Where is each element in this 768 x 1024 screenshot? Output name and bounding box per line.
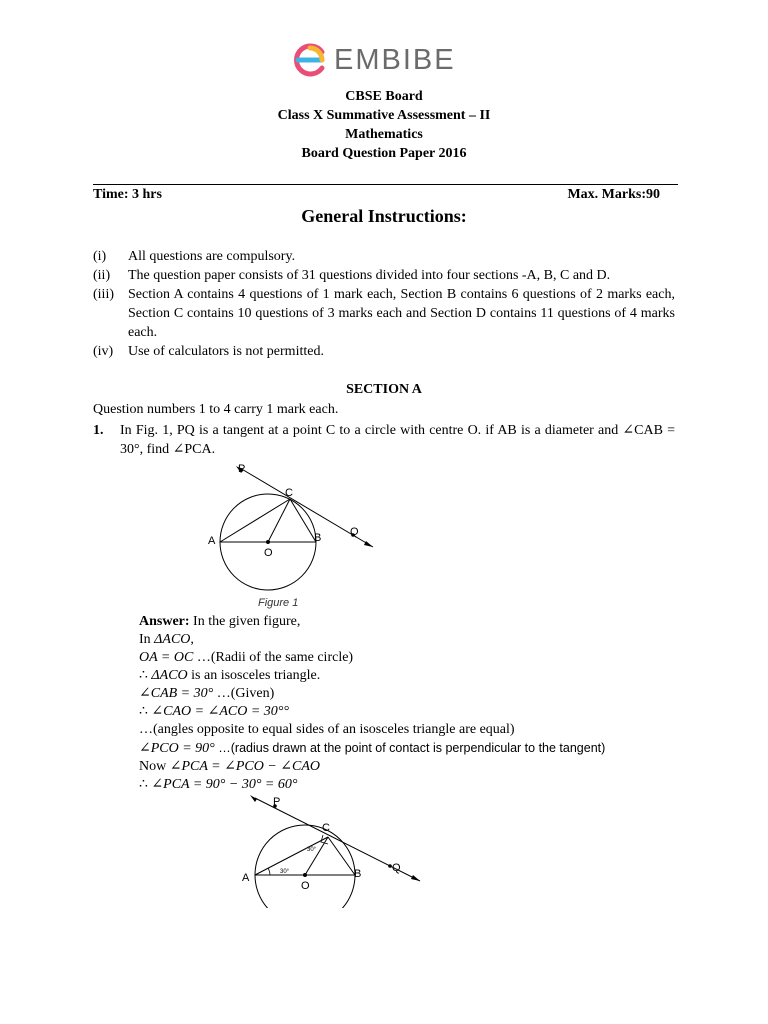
answer-math: ∠PCA = ∠PCO − ∠CAO — [169, 759, 321, 774]
label-o: O — [264, 547, 273, 559]
figure-1 — [195, 455, 395, 595]
circle — [255, 825, 355, 908]
class-title: Class X Summative Assessment – II — [277, 108, 491, 123]
answer-line — [139, 776, 699, 794]
answer-line — [139, 649, 699, 667]
instruction-text: The question paper consists of 31 questions divided into four sections -A, B, C and D. — [128, 268, 611, 283]
answer-line — [139, 703, 699, 721]
instruction-number: (iv) — [93, 344, 114, 359]
answer-line — [139, 758, 699, 776]
answer-math: OA = OC — [139, 650, 194, 665]
label-o: O — [301, 880, 310, 892]
board-title: CBSE Board — [345, 89, 423, 104]
max-marks-label: Max. Marks:90 — [567, 187, 660, 202]
question-number: 1. — [93, 423, 104, 438]
label-a: A — [242, 872, 250, 884]
instruction-item — [93, 342, 675, 361]
instruction-text: Section A contains 4 questions of 1 mark each, Section B contains 6 questions of 2 marks each, Section C contains 10 questions of 3 marks each and Section D contains 11 questions of 4 marks each. — [128, 287, 675, 340]
label-p: P — [273, 796, 281, 808]
centre-point — [303, 873, 307, 877]
answer-text: ∴ — [139, 704, 152, 719]
figure-2 — [230, 793, 430, 908]
answer-text: is an isosceles triangle. — [187, 668, 321, 683]
answer-block — [139, 613, 699, 794]
answer-math: ΔACO — [154, 632, 191, 647]
title-block — [0, 87, 768, 163]
answer-label: Answer: — [139, 614, 190, 629]
answer-text: …(radius drawn at the point of contact is perpendicular to the tangent) — [214, 741, 606, 755]
subject-title: Mathematics — [345, 127, 423, 142]
instruction-number: (i) — [93, 249, 107, 264]
paper-title: Board Question Paper 2016 — [301, 146, 467, 161]
angle-label-c: 30° — [307, 847, 317, 853]
answer-text: …(Radii of the same circle) — [193, 650, 354, 665]
label-b: B — [314, 532, 322, 544]
answer-line — [139, 667, 699, 685]
answer-line — [139, 631, 699, 649]
instruction-item — [93, 247, 675, 266]
instructions-list — [93, 247, 675, 361]
instruction-text: Use of calculators is not permitted. — [128, 344, 324, 359]
centre-point — [266, 540, 270, 544]
answer-math: ΔACO — [151, 668, 188, 683]
instruction-item — [93, 266, 675, 285]
label-q: Q — [392, 862, 401, 874]
answer-math: ∠CAO = ∠ACO = 30°° — [151, 704, 289, 719]
arrow-p-icon — [250, 795, 257, 802]
label-a: A — [208, 535, 216, 547]
answer-text: , — [190, 632, 194, 647]
answer-text: ∴ — [139, 777, 152, 792]
answer-math: ∠PCA = 90° − 30° = 60° — [151, 777, 298, 792]
answer-line: …(angles opposite to equal sides of an isosceles triangle are equal) — [139, 722, 515, 737]
answer-line — [139, 739, 699, 758]
section-a-note: Question numbers 1 to 4 carry 1 mark each. — [93, 402, 339, 417]
answer-text: …(Given) — [213, 686, 275, 701]
arrow-q-icon — [411, 875, 420, 881]
time-label: Time: 3 hrs — [93, 187, 162, 202]
angle-arc-a — [268, 868, 270, 875]
general-instructions-heading: General Instructions: — [301, 206, 467, 226]
answer-text: ∴ — [139, 668, 152, 683]
answer-text: Now — [139, 759, 170, 774]
embibe-logo-icon — [292, 42, 328, 78]
answer-math: ∠CAB = 30° — [139, 686, 214, 701]
instruction-number: (iii) — [93, 287, 114, 302]
label-q: Q — [350, 526, 359, 538]
instruction-text: All questions are compulsory. — [128, 249, 296, 264]
question-text: In Fig. 1, PQ is a tangent at a point C to a circle with centre O. if AB is a diameter and ∠CAB = 30°, find ∠PCA. — [120, 423, 675, 457]
answer-math: ∠PCO = 90° — [139, 741, 215, 756]
answer-line — [139, 685, 699, 703]
instruction-item — [93, 285, 675, 342]
label-c: C — [322, 822, 330, 834]
figure-1-caption: Figure 1 — [258, 597, 299, 609]
angle-label-a: 30° — [280, 869, 290, 875]
embibe-logo — [292, 40, 456, 80]
answer-text: In — [139, 632, 155, 647]
label-c: C — [285, 487, 293, 499]
answer-intro: In the given figure, — [189, 614, 301, 629]
instruction-number: (ii) — [93, 268, 111, 283]
divider — [93, 184, 678, 185]
logo-text: EMBIBE — [334, 43, 456, 76]
section-a-heading: SECTION A — [346, 382, 422, 397]
answer-line — [139, 613, 699, 631]
label-b: B — [354, 868, 362, 880]
label-p: P — [238, 463, 246, 475]
question-1 — [93, 421, 675, 459]
